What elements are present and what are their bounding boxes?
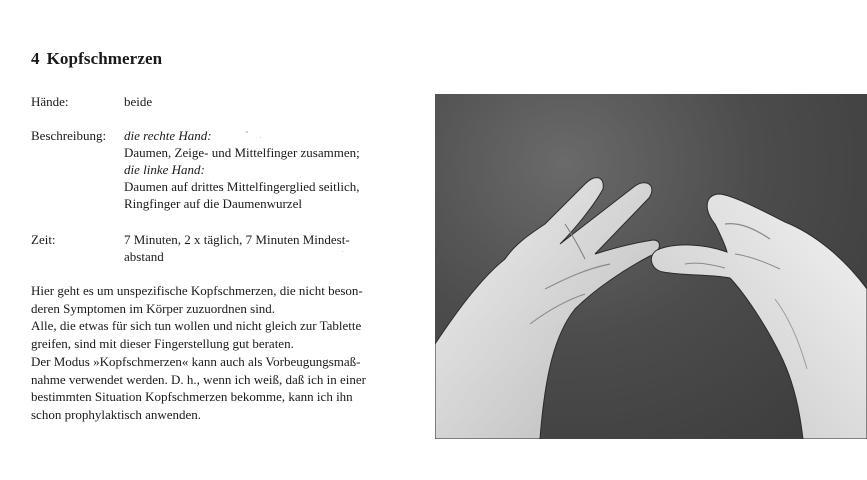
paragraph-line: bestimmten Situation Kopfschmerzen bekomme, kann ich ihn: [31, 389, 353, 405]
zeit-value: [124, 231, 350, 265]
paragraph-line: nahme verwendet werden. D. h., wenn ich weiß, daß ich in einer: [31, 371, 366, 387]
scan-speck: [260, 137, 261, 138]
left-hand-text-1: Daumen auf drittes Mittelfingerglied seitlich,: [124, 179, 360, 194]
paragraph-line: Alle, die etwas für sich tun wollen und nicht gleich zur Tablette: [31, 318, 362, 334]
paragraph-line: greifen, sind mit dieser Fingerstellung gut beraten.: [31, 336, 294, 352]
section-title: Kopfschmerzen: [46, 49, 163, 68]
beschreibung-value: [124, 127, 360, 212]
page-title: [31, 49, 162, 69]
beschreibung-label: Beschreibung:: [31, 128, 107, 143]
scan-speck: [342, 251, 343, 252]
right-hand-shape: [435, 178, 659, 439]
hands-illustration: [435, 94, 867, 439]
paragraph-line: Hier geht es um unspezifische Kopfschmerzen, die nicht beson-: [31, 283, 363, 298]
right-hand-text: Daumen, Zeige- und Mittelfinger zusammen;: [124, 145, 360, 160]
zeit-label: Zeit:: [31, 232, 56, 247]
paragraph-line: schon prophylaktisch anwenden.: [31, 406, 202, 422]
left-hand-heading: die linke Hand:: [124, 162, 205, 177]
body-paragraph: [31, 282, 391, 424]
right-hand-heading: die rechte Hand:: [124, 128, 212, 143]
left-hand-shape: [651, 194, 867, 439]
paragraph-line: deren Symptomen im Körper zuzuordnen sind.: [31, 300, 276, 316]
haende-value: beide: [124, 94, 153, 109]
zeit-line-1: 7 Minuten, 2 x täglich, 7 Minuten Mindest-: [124, 232, 350, 247]
zeit-line-2: abstand: [124, 249, 164, 264]
left-hand-text-2: Ringfinger auf die Daumenwurzel: [124, 196, 302, 211]
paragraph-line: Der Modus »Kopfschmerzen« kann auch als Vorbeugungsmaß-: [31, 353, 361, 369]
haende-label: Hände:: [31, 94, 69, 109]
scan-speck: [246, 131, 248, 133]
hands-photo: [435, 94, 867, 439]
section-number: 4: [31, 49, 40, 68]
